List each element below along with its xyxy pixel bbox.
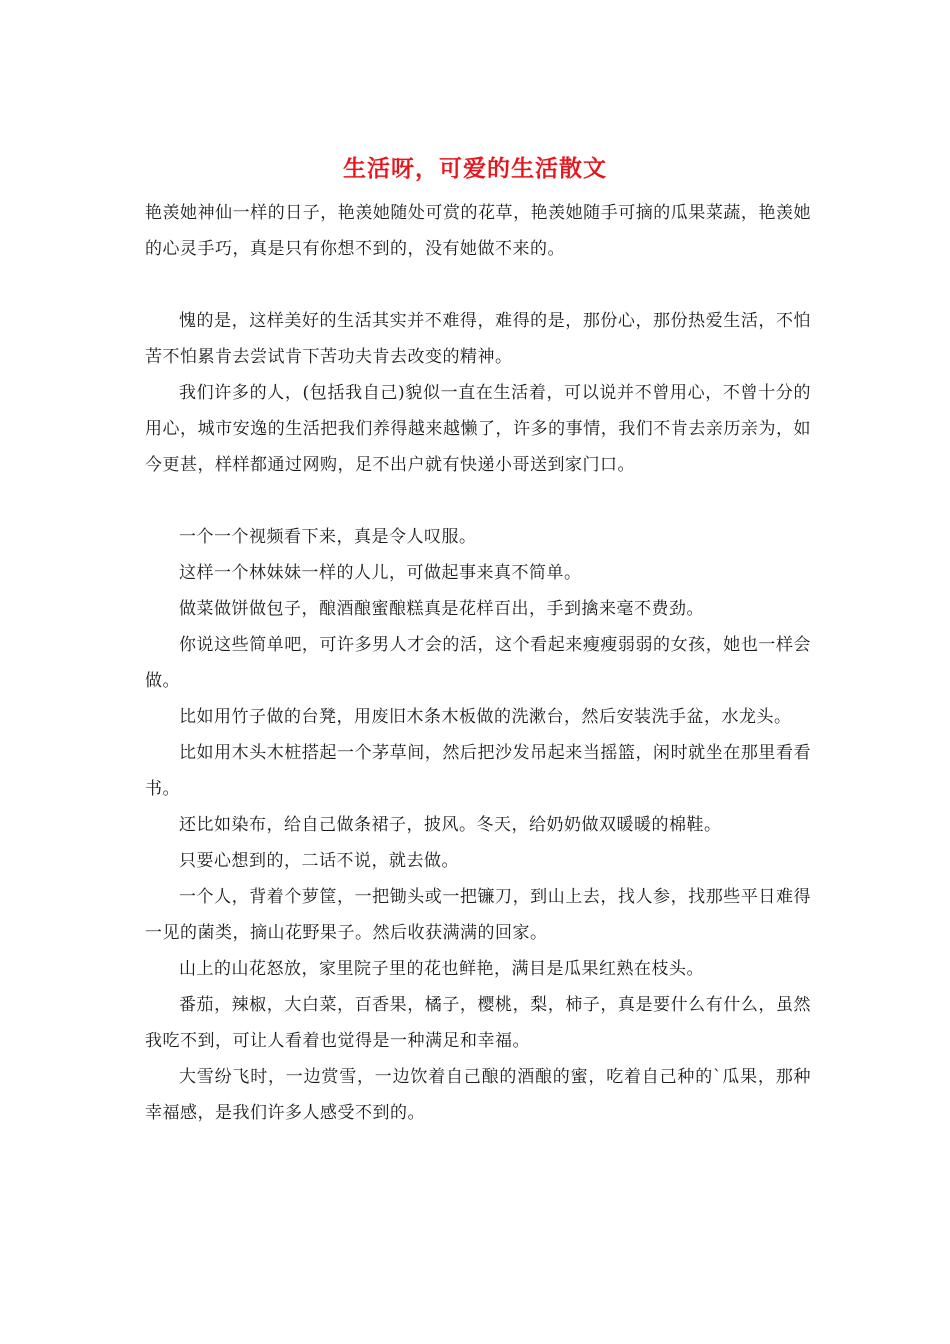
document-title: 生活呀，可爱的生活散文 [343, 155, 607, 182]
paragraph: 比如用木头木桩搭起一个茅草间，然后把沙发吊起来当摇篮，闲时就坐在那里看看书。 [145, 743, 811, 799]
paragraph: 比如用竹子做的台凳，用废旧木条木板做的洗漱台，然后安装洗手盆，水龙头。 [179, 707, 792, 727]
paragraph: 我们许多的人，(包括我自己)貌似一直在生活着，可以说并不曾用心，不曾十分的用心，城市安逸的生活把我们养得越来越懒了，许多的事情，我们不肯去亲历亲为，如今更甚，样样都通过网购，足不出户就有快递小哥送到家门口。 [145, 383, 811, 475]
paragraph: 番茄，辣椒，大白菜，百香果，橘子，樱桃，梨，柿子，真是要什么有什么，虽然我吃不到，可让人看着也觉得是一种满足和幸福。 [145, 995, 811, 1051]
paragraph: 一个一个视频看下来，真是令人叹服。 [179, 527, 477, 547]
paragraph: 大雪纷飞时，一边赏雪，一边饮着自己酿的酒酿的蜜，吃着自己种的`瓜果，那种幸福感，是我们许多人感受不到的。 [145, 1067, 811, 1123]
paragraph: 艳羡她神仙一样的日子，艳羡她随处可赏的花草，艳羡她随手可摘的瓜果菜蔬，艳羡她的心灵手巧，真是只有你想不到的，没有她做不来的。 [145, 203, 811, 259]
paragraph: 这样一个林妹妹一样的人儿，可做起事来真不简单。 [179, 563, 582, 583]
paragraph: 还比如染布，给自己做条裙子，披风。冬天，给奶奶做双暖暖的棉鞋。 [179, 815, 722, 835]
document-body [145, 195, 811, 1131]
paragraph: 只要心想到的，二话不说，就去做。 [179, 851, 459, 871]
paragraph: 做菜做饼做包子，酿酒酿蜜酿糕真是花样百出，手到擒来毫不费劲。 [179, 599, 704, 619]
paragraph: 一个人，背着个萝筐，一把锄头或一把镰刀，到山上去，找人参，找那些平日难得一见的菌类，摘山花野果子。然后收获满满的回家。 [145, 887, 811, 943]
paragraph: 你说这些简单吧，可许多男人才会的活，这个看起来瘦瘦弱弱的女孩，她也一样会做。 [145, 635, 811, 691]
paragraph: 愧的是，这样美好的生活其实并不难得，难得的是，那份心，那份热爱生活，不怕苦不怕累肯去尝试肯下苦功夫肯去改变的精神。 [145, 311, 811, 367]
paragraph: 山上的山花怒放，家里院子里的花也鲜艳，满目是瓜果红熟在枝头。 [179, 959, 704, 979]
